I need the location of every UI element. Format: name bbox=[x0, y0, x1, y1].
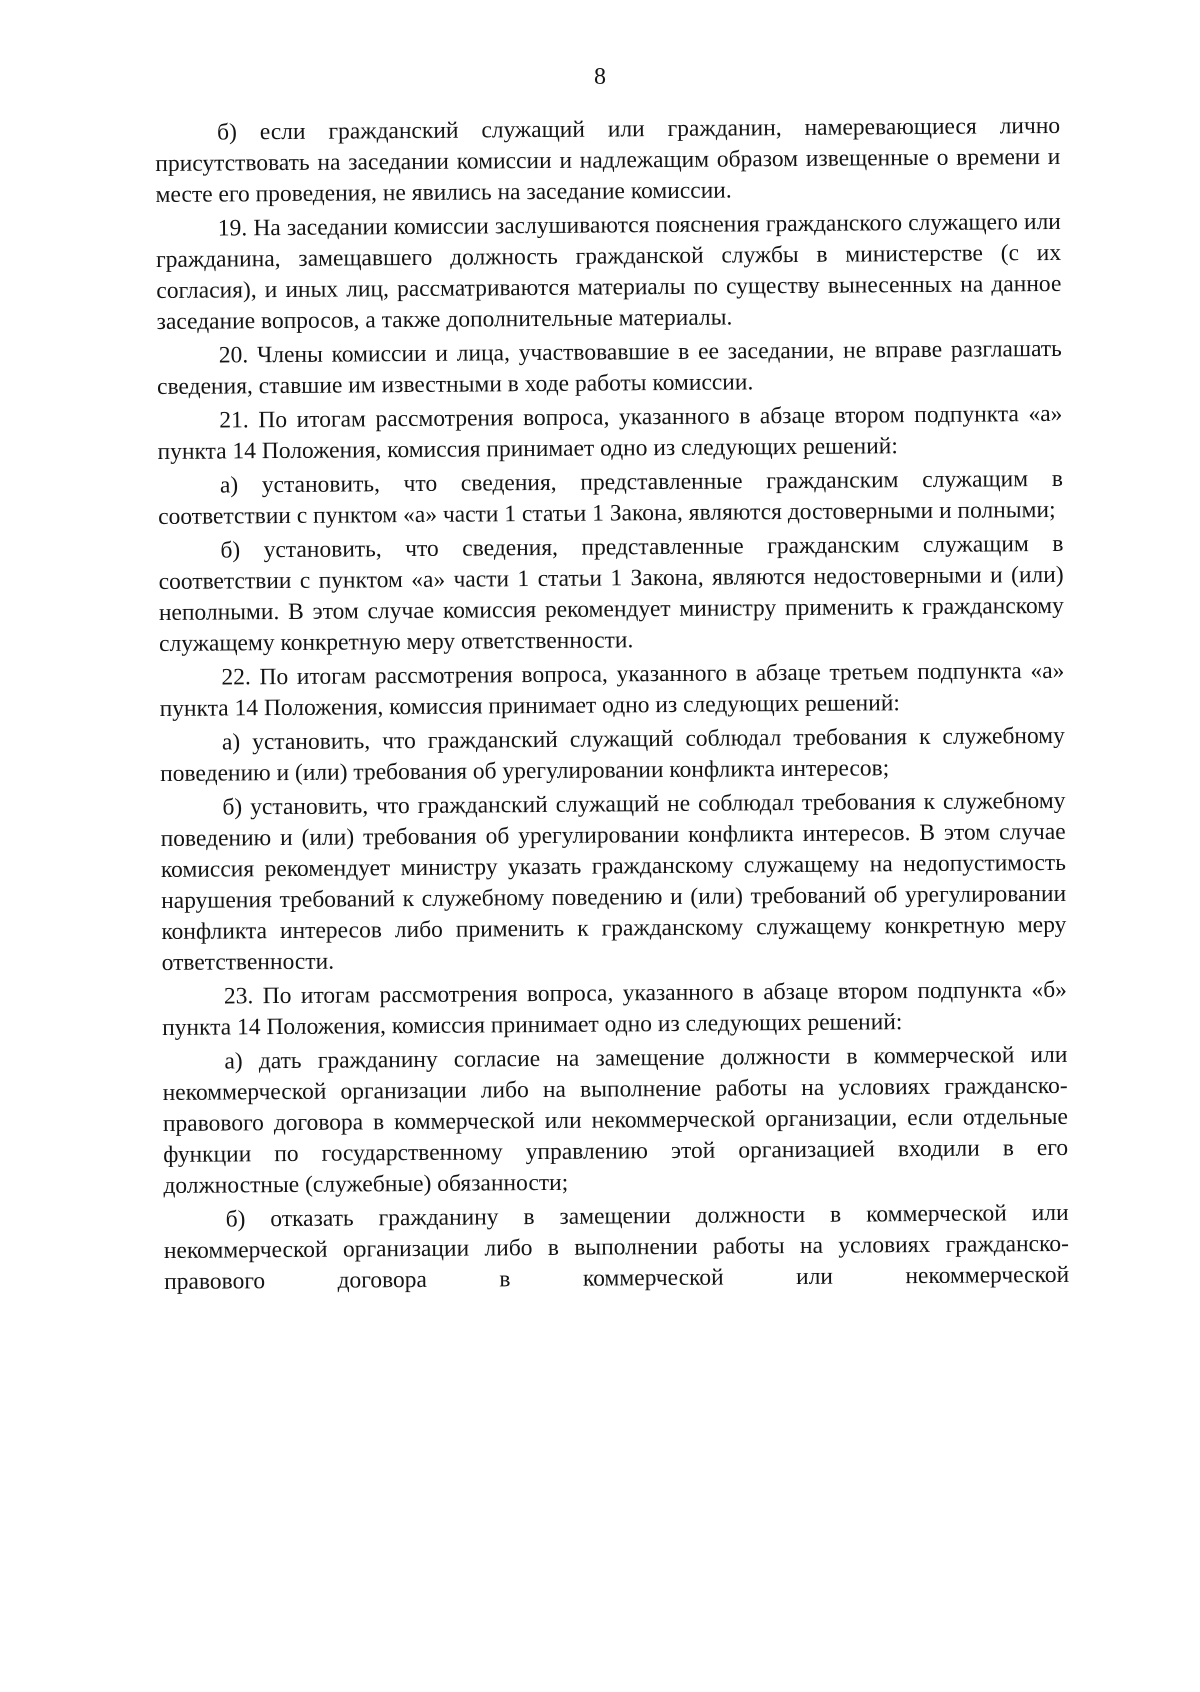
paragraph-21-a: а) установить, что сведения, представленные гражданским служащим в соответствии с пунктом «а» части 1 статьи 1 Закона, являются достоверными и полными; bbox=[158, 465, 1063, 530]
paragraph-22-b: б) установить, что гражданский служащий не соблюдал требования к служебному поведению и (или) требования об урегулировании конфликта интересов. В этом случае комиссия рекомендует министру указать гражданскому служащему на недопустимость нарушения требований к служебному поведению и (или) требований об урегулировании конфликта интересов либо применить к гражданскому служащему конкретную меру ответственности. bbox=[160, 787, 1067, 976]
paragraph-23: 23. По итогам рассмотрения вопроса, указанного в абзаце втором подпункта «б» пункта 14 Положения, комиссия принимает одно из следующих решений: bbox=[162, 976, 1067, 1041]
paragraph-22-a: а) установить, что гражданский служащий соблюдал требования к служебному поведению и (или) требования об урегулировании конфликта интересов; bbox=[160, 722, 1065, 787]
paragraph-23-a: а) дать гражданину согласие на замещение должности в коммерческой или некоммерческой организации либо на выполнение работы на условиях гражданско-правового договора в коммерческой или некоммерческой организации, если отдельные функции по государственному управлению этой организацией входили в его должностные (служебные) обязанности; bbox=[162, 1041, 1069, 1199]
paragraph-22: 22. По итогам рассмотрения вопроса, указанного в абзаце третьем подпункта «а» пункта 14 Положения, комиссия принимает одно из следующих решений: bbox=[159, 657, 1065, 722]
paragraph-b-absence: б) если гражданский служащий или гражданин, намеревающиеся лично присутствовать на заседании комиссии и надлежащим образом извещенные о времени и месте его проведения, не явились на заседание комиссии. bbox=[155, 112, 1061, 208]
paragraph-20: 20. Члены комиссии и лица, участвовавшие в ее заседании, не вправе разглашать сведения, ставшие им известными в ходе работы комиссии. bbox=[157, 335, 1062, 400]
document-body bbox=[155, 111, 1069, 1298]
paragraph-21: 21. По итогам рассмотрения вопроса, указанного в абзаце втором подпункта «а» пункта 14 Положения, комиссия принимает одно из следующих решений: bbox=[157, 400, 1063, 465]
page-number: 8 bbox=[594, 64, 606, 90]
paragraph-19: 19. На заседании комиссии заслушиваются пояснения гражданского служащего или гражданина, замещавшего должность гражданской службы в министерстве (с их согласия), и иных лиц, рассматриваются материалы по существу вынесенных на данное заседание вопросов, а также дополнительные материалы. bbox=[156, 208, 1062, 335]
paragraph-23-b: б) отказать гражданину в замещении должности в коммерческой или некоммерческой организации либо в выполнении работы на условиях гражданско-правового договора в коммерческой или некоммерческой bbox=[163, 1199, 1070, 1295]
paragraph-21-b: б) установить, что сведения, представленные гражданским служащим в соответствии с пунктом «а» части 1 статьи 1 Закона, являются недостоверными и (или) неполными. В этом случае комиссия рекомендует министру применить к гражданскому служащему конкретную меру ответственности. bbox=[158, 530, 1064, 657]
